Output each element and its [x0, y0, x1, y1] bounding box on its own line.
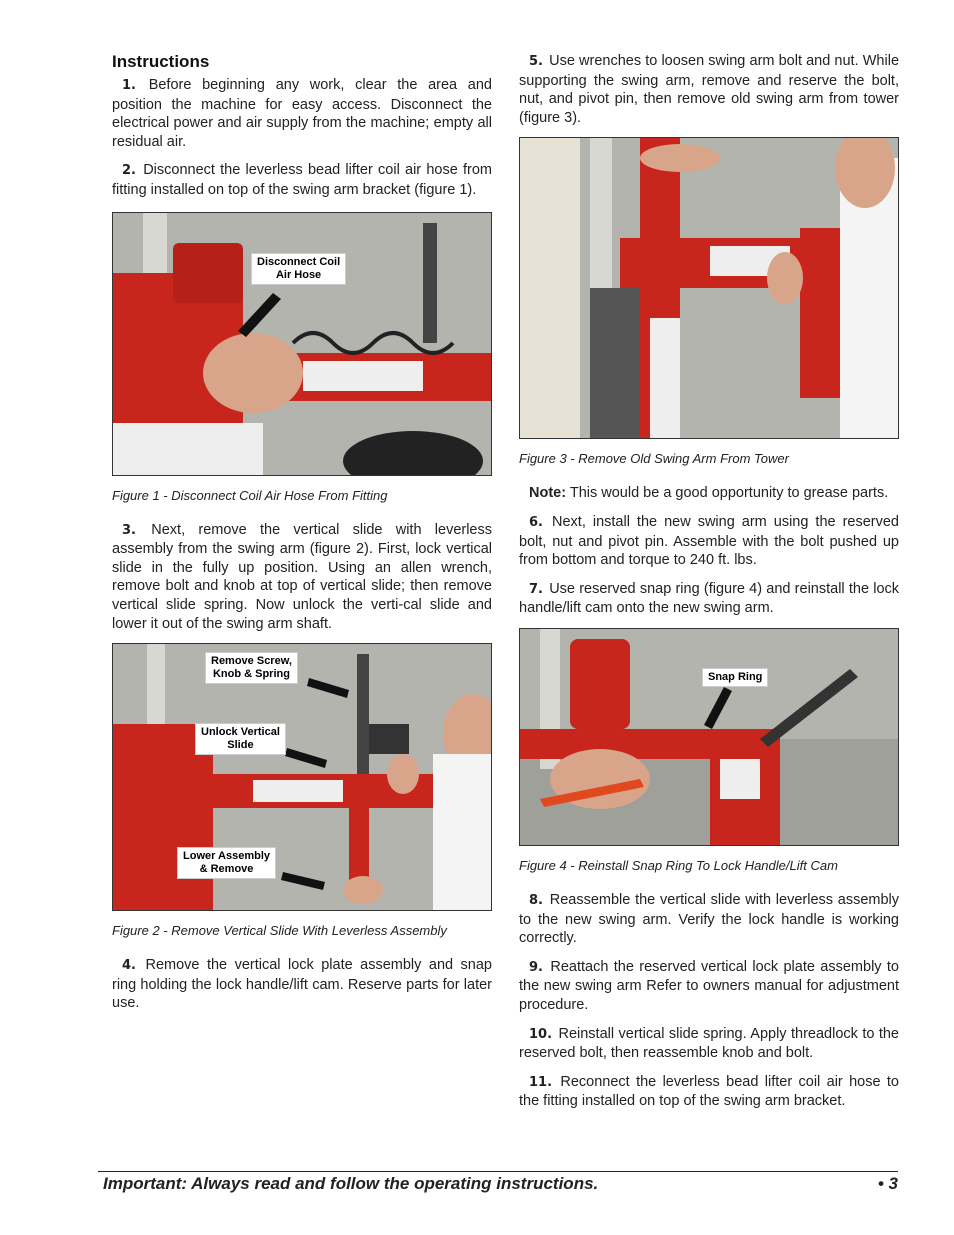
figure-3-photo: [519, 137, 899, 439]
callout-line: Remove Screw,: [211, 655, 292, 668]
step-number: 5.: [529, 54, 543, 69]
callout-line: Lower Assembly: [183, 850, 271, 863]
step-number: 7.: [529, 581, 543, 597]
step-5: [519, 52, 899, 127]
callout-snap-ring: [702, 668, 768, 687]
callout-line: Air Hose: [275, 268, 322, 281]
right-column: [519, 52, 899, 1121]
step-11: [519, 1073, 899, 1111]
step-number: 10.: [529, 1026, 553, 1042]
note-text: This would be a good opportunity to grease parts.: [569, 485, 889, 502]
step-text: Remove the vertical lock plate assembly and snap ring holding the lock handle/lift cam. Reserve parts for later use.: [112, 957, 492, 1012]
step-number: 9.: [529, 959, 543, 975]
callout-disconnect-coil-air-hose: [251, 253, 346, 285]
step-number: 1.: [122, 78, 136, 93]
step-number: 6.: [529, 514, 543, 530]
step-1: [112, 76, 492, 151]
step-text: Reconnect the leverless bead lifter coil air hose to the fitting installed on top of the swing arm bracket.: [519, 1073, 899, 1110]
step-text: Reattach the reserved vertical lock plate assembly to the new swing arm Refer to owners manual for adjustment procedure.: [519, 958, 899, 1013]
step-6: [519, 513, 899, 570]
step-7: [519, 580, 899, 618]
figure-1-caption: Figure 1 - Disconnect Coil Air Hose From Fitting: [112, 487, 388, 503]
callout-line: Snap Ring: [708, 670, 763, 683]
step-8: [519, 891, 899, 948]
callout-line: Disconnect Coil: [257, 255, 341, 268]
figure-2-illustration: [113, 644, 491, 910]
callout-line: Unlock Vertical: [201, 726, 280, 739]
step-number: 4.: [122, 958, 136, 974]
step-text: Before beginning any work, clear the area and position the machine for easy access. Disconnect the electrical power and air supply from the machine; empty all residual air.: [112, 77, 492, 150]
callout-remove-screw: [205, 652, 298, 684]
figure-4-photo: [519, 628, 899, 846]
figure-3-illustration: [520, 138, 898, 438]
step-3: [112, 521, 492, 634]
section-heading: Instructions: [112, 52, 210, 71]
step-number: 3.: [122, 522, 136, 538]
figure-3-caption: Figure 3 - Remove Old Swing Arm From Tower: [519, 451, 789, 467]
note-label: Note:: [529, 485, 567, 502]
step-text: Reinstall vertical slide spring. Apply threadlock to the reserved bolt, then reassemble knob and bolt.: [519, 1025, 899, 1062]
step-text: Next, install the new swing arm using the reserved bolt, nut and pivot pin. Assemble with the bolt pushed up from bottom and torque to 240 ft. lbs.: [519, 513, 899, 569]
note: [519, 484, 899, 503]
step-10: [519, 1025, 899, 1063]
step-2: [112, 161, 492, 199]
step-number: 2.: [122, 163, 136, 179]
step-4: [112, 956, 492, 1013]
footer-important-notice: Important: Always read and follow the operating instructions.: [103, 1174, 599, 1193]
step-number: 11.: [529, 1074, 553, 1090]
callout-line: Slide: [227, 739, 254, 752]
page-footer: [98, 1171, 898, 1193]
callout-unlock-vertical-slide: [195, 723, 286, 755]
step-text: Use wrenches to loosen swing arm bolt and nut. While supporting the swing arm, remove and reserve the bolt, nut, and pivot pin, then remove old swing arm from tower (figure 3).: [519, 53, 900, 126]
step-text: Next, remove the vertical slide with leverless assembly from the swing arm (figure 2). First, lock vertical slide in the fully up position. Using an allen wrench, remove bolt and knob at top of vertical slide; then remove vertical slide spring. Now unlock the verti-cal slide and lower it out of the swing arm shaft.: [112, 521, 492, 632]
step-number: 8.: [529, 892, 543, 908]
figure-2-photo: [112, 643, 492, 911]
figure-4-illustration: [520, 629, 898, 845]
step-text: Use reserved snap ring (figure 4) and reinstall the lock handle/lift cam onto the new swing arm.: [519, 580, 900, 617]
callout-line: Knob & Spring: [212, 668, 290, 681]
left-column: [112, 52, 492, 1023]
page-number: • 3: [877, 1174, 898, 1193]
figure-4-caption: Figure 4 - Reinstall Snap Ring To Lock Handle/Lift Cam: [519, 857, 838, 873]
step-text: Disconnect the leverless bead lifter coil air hose from fitting installed on top of the swing arm bracket (figure 1).: [112, 162, 492, 198]
callout-line: & Remove: [199, 863, 254, 876]
figure-2-caption: Figure 2 - Remove Vertical Slide With Leverless Assembly: [112, 923, 447, 939]
figure-1-photo: [112, 212, 492, 476]
step-9: [519, 958, 899, 1015]
callout-lower-assembly: [177, 847, 276, 879]
step-text: Reassemble the vertical slide with leverless assembly to the new swing arm. Verify the lock handle is working correctly.: [519, 891, 900, 947]
